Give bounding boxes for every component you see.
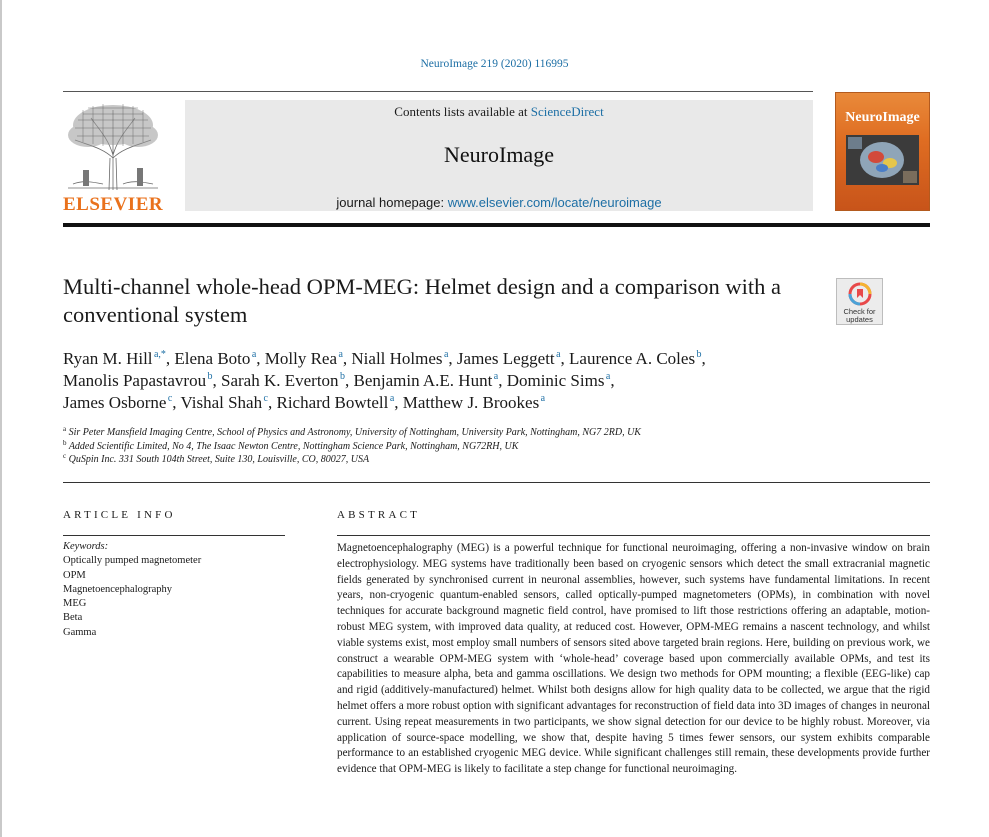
affiliation-text: Sir Peter Mansfield Imaging Centre, School of Physics and Astronomy, University of Nottingham, University Park, Nottingham, NG7 2RD, UK bbox=[68, 427, 641, 438]
author-separator: , bbox=[212, 371, 221, 390]
affiliation-key: b bbox=[63, 438, 67, 447]
author-affiliation-marker[interactable]: a bbox=[540, 393, 546, 404]
author-name[interactable]: Manolis Papastavrou bbox=[63, 371, 207, 390]
check-updates-label bbox=[837, 308, 882, 324]
check-updates-icon bbox=[848, 282, 872, 306]
author-affiliation-marker[interactable]: b bbox=[207, 371, 213, 382]
check-for-updates-button[interactable] bbox=[836, 278, 883, 325]
journal-homepage-link[interactable]: www.elsevier.com/locate/neuroimage bbox=[447, 195, 662, 210]
affiliation-text: QuSpin Inc. 331 South 104th Street, Suite 130, Louisville, CO, 80027, USA bbox=[68, 454, 370, 465]
author-separator: , bbox=[394, 393, 403, 412]
page-edge bbox=[0, 0, 2, 837]
keyword-item[interactable]: OPM bbox=[63, 569, 86, 581]
author-name[interactable]: Niall Holmes bbox=[351, 349, 443, 368]
author-separator: , bbox=[165, 349, 175, 368]
author-separator: , bbox=[344, 371, 354, 390]
author-affiliation-marker[interactable]: a bbox=[556, 349, 561, 360]
author-separator: , bbox=[560, 349, 570, 368]
affiliation-text: Added Scientific Limited, No 4, The Isaac Newton Centre, Nottingham Science Park, Nottingham, NG72RH, UK bbox=[68, 440, 519, 452]
journal-cover[interactable] bbox=[835, 92, 930, 211]
author-name[interactable]: Vishal Shah bbox=[180, 393, 263, 412]
affiliations bbox=[63, 426, 923, 467]
elsevier-logo[interactable] bbox=[63, 100, 163, 215]
keyword-item[interactable]: MEG bbox=[63, 598, 87, 610]
author-separator: , bbox=[448, 349, 457, 368]
author-separator: , bbox=[342, 349, 352, 368]
section-divider bbox=[63, 482, 930, 483]
author-separator: , bbox=[701, 349, 706, 368]
header-bottom-rule bbox=[63, 223, 930, 227]
keyword-item[interactable]: Beta bbox=[63, 612, 83, 624]
affiliation-item bbox=[63, 453, 923, 467]
check-updates-line1: Check for bbox=[843, 307, 876, 316]
author-name[interactable]: Benjamin A.E. Hunt bbox=[353, 371, 493, 390]
cover-brain-image-icon bbox=[846, 135, 919, 185]
journal-header-box bbox=[185, 100, 813, 211]
author-affiliation-marker[interactable]: a bbox=[338, 349, 343, 360]
author-name[interactable]: Dominic Sims bbox=[506, 371, 605, 390]
article-title: Multi-channel whole-head OPM-MEG: Helmet design and a comparison with a conventional system bbox=[63, 274, 781, 327]
keyword-item[interactable]: Magnetoencephalography bbox=[63, 583, 173, 595]
sciencedirect-link[interactable]: ScienceDirect bbox=[530, 104, 604, 119]
contents-prefix: Contents lists available at bbox=[394, 104, 531, 119]
author-name[interactable]: James Leggett bbox=[456, 349, 555, 368]
author-affiliation-marker[interactable]: a bbox=[443, 349, 449, 360]
abstract-rule bbox=[337, 535, 930, 536]
author-affiliation-marker[interactable]: a bbox=[493, 371, 499, 382]
author-affiliation-marker[interactable]: b bbox=[696, 349, 702, 360]
article-info-rule bbox=[63, 535, 285, 536]
author-affiliation-marker[interactable]: a bbox=[605, 371, 611, 382]
author-separator: , bbox=[610, 371, 615, 390]
author-separator: , bbox=[256, 349, 265, 368]
affiliation-item bbox=[63, 440, 923, 454]
journal-name: NeuroImage bbox=[444, 142, 554, 167]
homepage-prefix: journal homepage: bbox=[336, 195, 448, 210]
abstract-text: Magnetoencephalography (MEG) is a powerful technique for functional neuroimaging, offering a non-invasive window on brain electrophysiology. MEG systems have traditionally been based on cryogenic sensors which detect the small extracranial magnetic fields generated by synchronised current in neuronal assemblies, however, such systems have fundamental limitations. In recent years, non-cryogenic quantum-enabled sensors, called optically-pumped magnetometers (OPMs), in combination with novel techniques for accurate background magnetic field control, have promised to lift those restrictions offering an adaptable, motion-robust MEG system, with improved data quality, at reduced cost. However, OPM-MEG remains a nascent technology, and whilst viable systems exist, most employ small numbers of sensors sited above targeted brain regions. Here, building on previous work, we construct a wearable OPM-MEG system with ‘whole-head’ coverage based upon commercially available OPMs, and test its capabilities to measure alpha, beta and gamma oscillations. We design two methods for OPM mounting; a flexible (EEG-like) cap and rigid (additively-manufactured) helmet. Whilst both designs allow for high quality data to be collected, we argue that the rigid helmet offers a more robust option with significant advantages for reconstruction of field data into 3D images of changes in neuronal current. Using repeat measurements in two participants, we show signal detection for our device to be highly robust. Moreover, via application of source-space modelling, we show that, despite having 5 times fewer sensors, our system exhibits comparable performance to an established cryogenic MEG device. While significant challenges still remain, these developments provide further evidence that OPM-MEG is likely to facilitate a step change for functional neuroimaging. bbox=[337, 542, 930, 776]
author-name[interactable]: Sarah K. Everton bbox=[221, 371, 339, 390]
article-info-heading: ARTICLE INFO bbox=[63, 509, 176, 521]
author-name[interactable]: Elena Boto bbox=[174, 349, 251, 368]
affiliation-key: a bbox=[63, 425, 67, 433]
author-list bbox=[63, 348, 923, 414]
author-affiliation-marker[interactable]: c bbox=[167, 393, 173, 404]
journal-citation[interactable]: NeuroImage 219 (2020) 116995 bbox=[420, 58, 569, 70]
affiliation-item bbox=[63, 426, 923, 440]
cover-title: NeuroImage bbox=[845, 110, 920, 125]
author-name[interactable]: Ryan M. Hill bbox=[63, 349, 153, 368]
author-separator: , bbox=[267, 393, 277, 412]
author-affiliation-marker[interactable]: b bbox=[339, 371, 345, 382]
affiliation-key: c bbox=[63, 452, 67, 460]
abstract-heading: ABSTRACT bbox=[337, 509, 421, 521]
homepage-line bbox=[185, 195, 813, 210]
author-affiliation-marker[interactable]: a bbox=[389, 393, 395, 404]
keyword-item[interactable]: Optically pumped magnetometer bbox=[63, 555, 202, 567]
elsevier-tree-icon bbox=[63, 100, 163, 192]
keyword-item[interactable]: Gamma bbox=[63, 626, 97, 638]
author-affiliation-marker[interactable]: c bbox=[263, 393, 268, 404]
author-name[interactable]: Richard Bowtell bbox=[276, 393, 389, 412]
author-name[interactable]: Molly Rea bbox=[264, 349, 338, 368]
author-name[interactable]: Matthew J. Brookes bbox=[402, 393, 540, 412]
check-updates-line2: updates bbox=[846, 315, 873, 324]
keywords-label: Keywords: bbox=[63, 541, 109, 552]
author-affiliation-marker[interactable]: a bbox=[251, 349, 257, 360]
author-separator: , bbox=[498, 371, 507, 390]
author-name[interactable]: James Osborne bbox=[63, 393, 167, 412]
contents-line bbox=[185, 104, 813, 120]
author-affiliation-marker[interactable]: a,* bbox=[153, 349, 166, 360]
header-top-rule bbox=[63, 91, 813, 92]
elsevier-wordmark: ELSEVIER bbox=[63, 194, 164, 215]
author-separator: , bbox=[172, 393, 181, 412]
keywords-list bbox=[63, 540, 285, 640]
author-name[interactable]: Laurence A. Coles bbox=[569, 349, 696, 368]
